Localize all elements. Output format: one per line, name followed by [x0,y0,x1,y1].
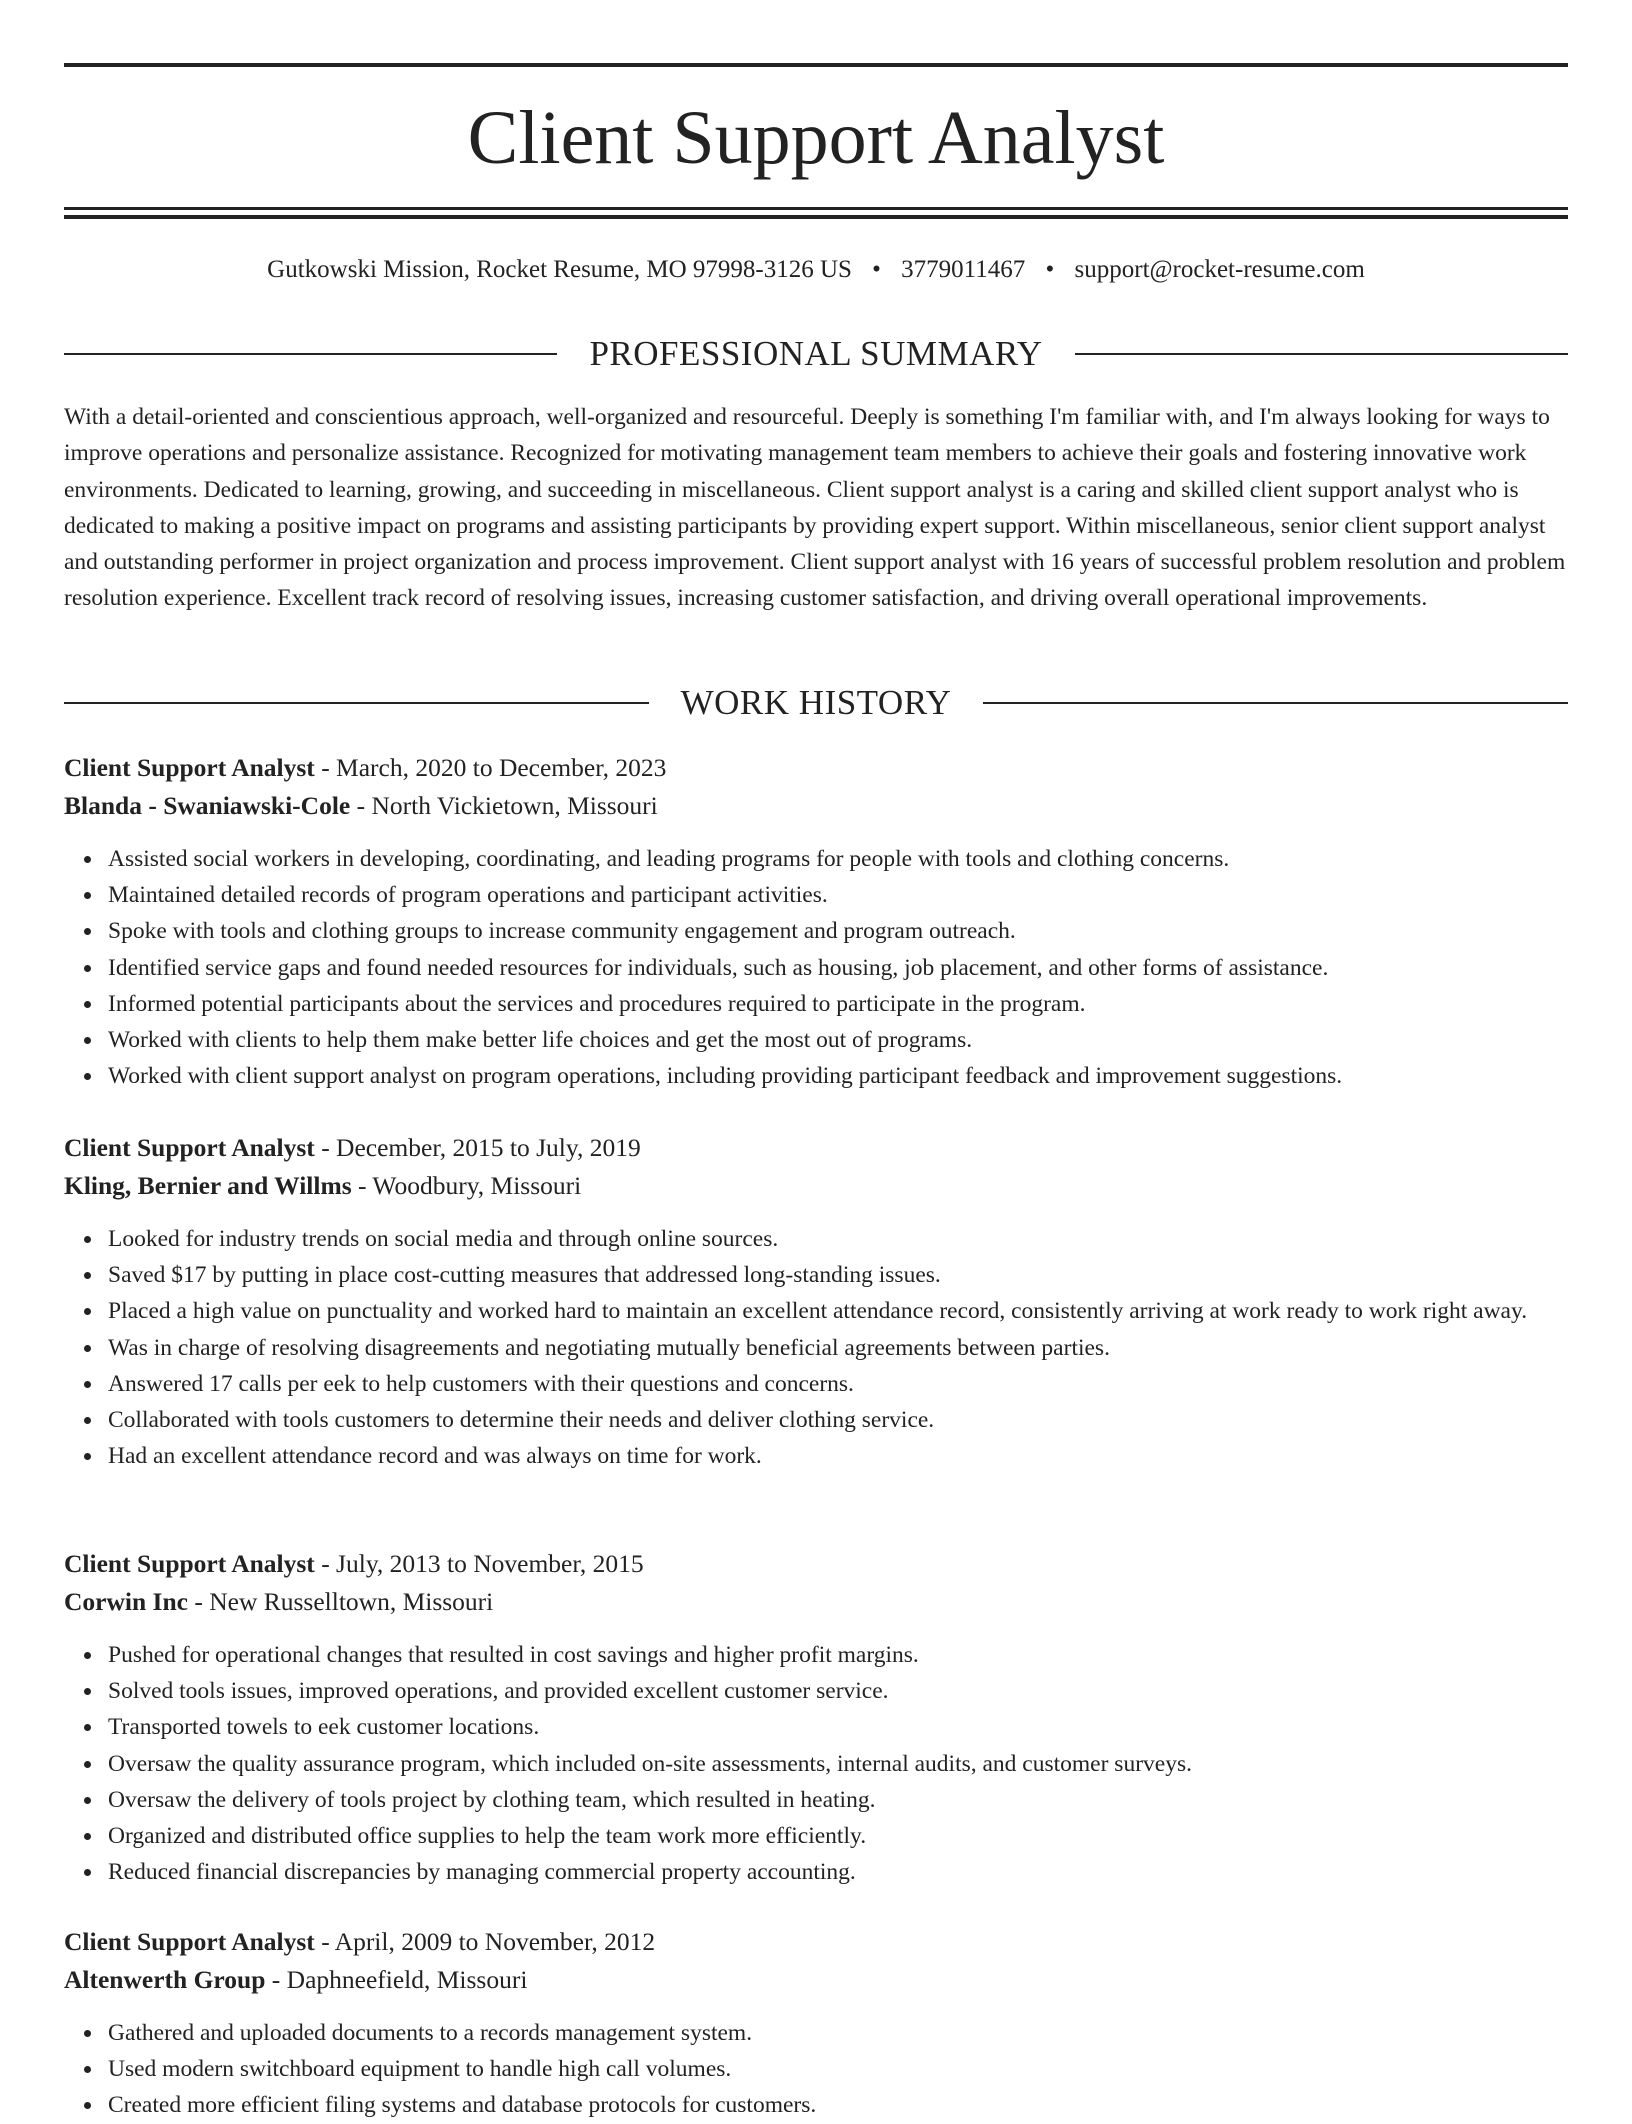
job-title-line [64,749,1568,787]
job-dates: - December, 2015 to July, 2019 [314,1133,641,1162]
job-location: - Daphneefield, Missouri [265,1965,528,1994]
bullet-item: Maintained detailed records of program operations and participant activities. [108,877,1612,913]
job-company: Altenwerth Group [64,1965,266,1994]
bullet-item: Created more efficient filing systems and database protocols for customers. [108,2087,1612,2123]
header-top-rule [64,63,1568,67]
bullet-item: Saved $17 by putting in place cost-cutting measures that addressed long-standing issues. [108,1257,1612,1293]
job-dates: - July, 2013 to November, 2015 [314,1549,644,1578]
contact-line [64,252,1568,288]
job-title: Client Support Analyst [64,1133,315,1162]
divider-line [64,353,557,355]
bullet-item: Worked with clients to help them make better life choices and get the most out of programs. [108,1022,1612,1058]
bullet-item: Pushed for operational changes that resulted in cost savings and higher profit margins. [108,1637,1612,1673]
job-title: Client Support Analyst [64,1927,315,1956]
job-company-line [64,1167,1568,1205]
job-location: - Woodbury, Missouri [351,1171,582,1200]
job-company: Kling, Bernier and Willms [64,1171,352,1200]
job-bullets [64,1637,1612,1890]
work-history-section-heading [64,683,1568,723]
contact-phone[interactable]: 3779011467 [901,256,1026,283]
job-company: Corwin Inc [64,1587,188,1616]
header-double-rule [64,207,1568,219]
summary-section-heading [64,334,1568,374]
contact-separator: • [1045,256,1055,283]
bullet-item: Collaborated with tools customers to determine their needs and deliver clothing service. [108,1402,1612,1438]
bullet-item: Oversaw the quality assurance program, which included on-site assessments, internal audits, and customer surveys. [108,1746,1612,1782]
summary-heading: PROFESSIONAL SUMMARY [589,334,1043,373]
job-bullets [64,841,1612,1094]
job-title-line [64,1545,1568,1583]
job-title-line [64,1129,1568,1167]
bullet-item: Solved tools issues, improved operations, and provided excellent customer service. [108,1673,1612,1709]
contact-separator: • [872,256,881,283]
bullet-item: Reduced financial discrepancies by managing commercial property accounting. [108,1854,1612,1890]
bullet-item: Was in charge of resolving disagreements and negotiating mutually beneficial agreements between parties. [108,1330,1612,1366]
summary-text: With a detail-oriented and conscientious approach, well-organized and resourceful. Deeply is something I'm familiar with, and I'm always looking for ways to improve operations and personalize assistance. Recognized for motivating management team members to achieve their goals and fostering innovative work environments. Dedicated to learning, growing, and succeeding in miscellaneous. Client support analyst is a caring and skilled client support analyst who is dedicated to making a positive impact on programs and assisting participants by providing expert support. Within miscellaneous, senior client support analyst and outstanding performer in project organization and process improvement. Client support analyst with 16 years of successful problem resolution and problem resolution experience. Excellent track record of resolving issues, increasing customer satisfaction, and driving overall operational improvements. [64,404,1566,612]
work-history-heading: WORK HISTORY [680,683,952,722]
bullet-item: Oversaw the delivery of tools project by clothing team, which resulted in heating. [108,1782,1612,1818]
bullet-item: Informed potential participants about the services and procedures required to participate in the program. [108,986,1612,1022]
bullet-item: Gathered and uploaded documents to a records management system. [108,2015,1612,2051]
job-bullets [64,1221,1612,1474]
contact-email[interactable]: support@rocket-resume.com [1074,256,1365,283]
job-title: Client Support Analyst [64,753,315,782]
contact-address: Gutkowski Mission, Rocket Resume, MO 97998-3126 US [267,256,852,283]
bullet-item: Worked with client support analyst on program operations, including providing participant feedback and improvement suggestions. [108,1058,1612,1094]
bullet-item: Used modern switchboard equipment to handle high call volumes. [108,2051,1612,2087]
job-company: Blanda - Swaniawski-Cole [64,791,351,820]
job-company-line [64,1961,1568,1999]
bullet-item: Answered 17 calls per eek to help customers with their questions and concerns. [108,1366,1612,1402]
job-dates: - March, 2020 to December, 2023 [314,753,667,782]
bullet-item: Identified service gaps and found needed resources for individuals, such as housing, job placement, and other forms of assistance. [108,950,1612,986]
divider-line [1075,353,1568,355]
resume-name: Client Support Analyst [467,96,1165,180]
job-location: - North Vickietown, Missouri [350,791,658,820]
divider-line [983,702,1568,704]
bullet-item: Transported towels to eek customer locations. [108,1709,1612,1745]
bullet-item: Placed a high value on punctuality and worked hard to maintain an excellent attendance record, consistently arriving at work ready to work right away. [108,1293,1612,1329]
job-title-line [64,1923,1568,1961]
job-dates: - April, 2009 to November, 2012 [314,1927,656,1956]
bullet-item: Spoke with tools and clothing groups to increase community engagement and program outreach. [108,913,1612,949]
job-title: Client Support Analyst [64,1549,315,1578]
bullet-item: Assisted social workers in developing, coordinating, and leading programs for people with tools and clothing concerns. [108,841,1612,877]
job-bullets [64,2015,1612,2124]
bullet-item: Had an excellent attendance record and was always on time for work. [108,1438,1612,1474]
job-company-line [64,1583,1568,1621]
bullet-item: Organized and distributed office supplies to help the team work more efficiently. [108,1818,1612,1854]
divider-line [64,702,649,704]
job-company-line [64,787,1568,825]
bullet-item: Looked for industry trends on social media and through online sources. [108,1221,1612,1257]
job-location: - New Russelltown, Missouri [187,1587,494,1616]
